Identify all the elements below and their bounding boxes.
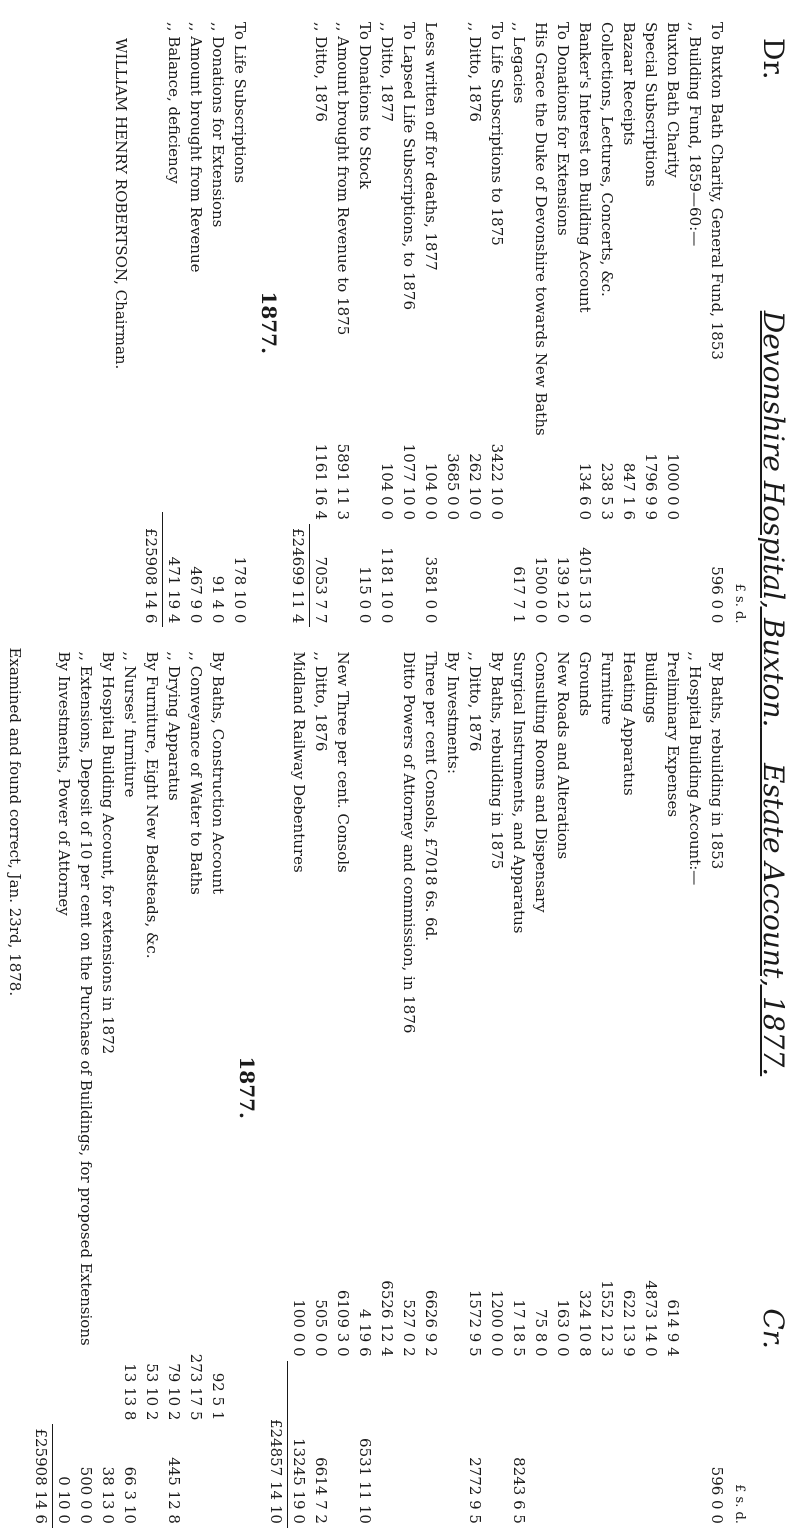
- row-total-amount: 445 12 8: [165, 1457, 183, 1524]
- row-description: Buxton Bath Charity: [664, 22, 682, 178]
- ledger-row: [163, 647, 185, 1527]
- row-total-amount: 139 12 0: [554, 556, 572, 624]
- row-inner-amount: 1161 16 4: [312, 443, 330, 521]
- row-description: To Life Subscriptions: [231, 22, 249, 184]
- row-total-amount: [420, 1361, 442, 1528]
- ledger-row: [207, 18, 229, 627]
- ledger-row: [552, 18, 574, 627]
- ledger-row: [596, 18, 618, 627]
- row-total-amount: [376, 1361, 398, 1528]
- row-total-amount: 1500 0 0: [532, 556, 550, 624]
- row-description: Ditto Powers of Attorney and commission, in 1876: [400, 651, 418, 1034]
- row-inner-amount: 104 0 0: [422, 462, 440, 521]
- ledger-row: [75, 647, 97, 1527]
- row-total-amount: [618, 1361, 640, 1528]
- ledger-row: [310, 18, 333, 627]
- row-inner-amount: 3422 10 0: [488, 443, 506, 521]
- row-inner-amount: 92 5 1: [209, 1372, 227, 1421]
- debit-table: [287, 18, 750, 627]
- row-inner-amount: 13 13 8: [121, 1363, 139, 1421]
- ledger-row: [640, 647, 662, 1527]
- row-description: Heating Apparatus: [620, 651, 638, 796]
- row-inner-amount: 6626 9 2: [422, 1289, 440, 1357]
- row-description: [376, 647, 398, 1193]
- row-total-amount: 115 0 0: [356, 566, 374, 624]
- row-description: His Grace the Duke of Devonshire towards New Baths: [532, 22, 550, 436]
- row-total-amount: 596 0 0: [708, 566, 726, 624]
- row-inner-amount: 6526 12 4: [378, 1280, 396, 1357]
- ledger-row: [662, 647, 684, 1527]
- debit-total: £24699 11 4: [287, 524, 310, 627]
- row-total-amount: [596, 1361, 618, 1528]
- row-total-amount: [662, 524, 684, 627]
- cr-label: Cr.: [757, 1308, 790, 1349]
- row-total-amount: 3581 0 0: [422, 556, 440, 624]
- ledger-row: [552, 647, 574, 1527]
- row-inner-amount: 614 9 4: [664, 1299, 682, 1357]
- row-inner-amount: 4 19 6: [356, 1308, 374, 1357]
- row-description: To Donations for Extensions: [554, 22, 572, 236]
- ledger-row: [706, 647, 728, 1527]
- ledger-row: [53, 647, 76, 1527]
- row-total-amount: 0 10 0: [55, 1476, 73, 1524]
- row-inner-amount: 527 0 2: [400, 1299, 418, 1357]
- row-description: ,, Conveyance of Water to Baths: [187, 651, 205, 895]
- row-description: ,, Amount brought from Revenue to 1875: [334, 22, 352, 336]
- ledger-row: [574, 18, 596, 627]
- row-inner-amount: 6109 3 0: [334, 1289, 352, 1357]
- row-description: Buildings: [642, 651, 660, 724]
- ledger-row: [464, 18, 486, 627]
- row-description: Collections, Lectures, Concerts, &c.: [598, 22, 616, 297]
- row-total-amount: 467 9 0: [187, 566, 205, 624]
- row-description: By Baths, Construction Account: [209, 651, 227, 895]
- row-inner-amount: 622 13 9: [620, 1289, 638, 1357]
- row-total-amount: 4015 13 0: [576, 547, 594, 624]
- row-description: Consulting Rooms and Dispensary: [532, 651, 550, 913]
- row-total-amount: [574, 1361, 596, 1528]
- row-inner-amount: [53, 1350, 76, 1425]
- row-inner-amount: 75 8 0: [532, 1308, 550, 1357]
- ledger-row: [97, 647, 119, 1527]
- credit-table: [265, 647, 750, 1527]
- row-description: ,, Ditto, 1876: [312, 22, 330, 122]
- row-description: ,, Building Fund, 1859—60:—: [686, 22, 704, 247]
- row-description: ,, Ditto, 1876: [466, 22, 484, 122]
- ledger-row: [288, 647, 311, 1527]
- row-inner-amount: 1572 9 5: [466, 1289, 484, 1357]
- row-total-amount: [640, 524, 662, 627]
- credit-total: £24857 14 10: [265, 1361, 288, 1528]
- credit-grand-total: £25908 14 6: [30, 1424, 53, 1527]
- ledger-row: [398, 647, 420, 1527]
- ledger-row: [464, 647, 486, 1527]
- row-inner-amount: 100 0 0: [290, 1299, 308, 1357]
- row-description: To Life Subscriptions to 1875: [488, 22, 506, 246]
- row-description: New Three per cent. Consols: [334, 651, 352, 873]
- row-total-amount: 178 10 0: [231, 556, 249, 624]
- credit-year-heading: 1877.: [235, 1056, 259, 1119]
- ledger-row: [141, 647, 163, 1527]
- ledger-row: [486, 18, 508, 627]
- row-description: Grounds: [576, 651, 594, 717]
- row-total-amount: 91 4 0: [209, 575, 227, 624]
- row-inner-amount: 163 0 0: [554, 1299, 572, 1357]
- row-description: ,, Donations for Extensions: [209, 22, 227, 228]
- row-description: ,, Ditto, 1876: [312, 651, 330, 752]
- ledger-row: [420, 18, 442, 627]
- row-inner-amount: 273 17 5: [187, 1353, 205, 1421]
- ledger-row: [376, 647, 398, 1527]
- ledger-row: [684, 647, 706, 1527]
- row-inner-amount: 53 10 2: [143, 1363, 161, 1421]
- row-description: [442, 18, 464, 440]
- row-description: ,, Ditto, 1877: [378, 22, 396, 122]
- ledger-row: [163, 18, 186, 627]
- row-total-amount: 2772 9 5: [466, 1457, 484, 1524]
- page-title: [757, 18, 790, 1369]
- row-inner-amount: [75, 1350, 97, 1425]
- row-total-amount: [332, 524, 354, 627]
- title-account: Estate Account, 1877.: [757, 763, 790, 1077]
- ledger-row: [376, 18, 398, 627]
- ledger-row: [420, 647, 442, 1527]
- row-description: ,, Hospital Building Account:—: [686, 651, 704, 886]
- row-description: By Hospital Building Account, for extensions in 1872: [99, 651, 117, 1055]
- debit-year-heading: 1877.: [257, 291, 281, 355]
- credit-1877-table: [30, 647, 229, 1527]
- row-total-amount: 596 0 0: [708, 1466, 726, 1524]
- row-description: ,, Nurses' furniture: [121, 651, 139, 798]
- row-inner-amount: [706, 440, 728, 524]
- row-total-amount: [662, 1361, 684, 1528]
- row-total-amount: [141, 1424, 163, 1527]
- ledger-row: [640, 18, 662, 627]
- ledger-columns: [0, 18, 750, 1524]
- row-total-amount: 13245 19 0: [290, 1438, 308, 1524]
- row-inner-amount: [706, 1193, 728, 1360]
- ledger-row: [618, 647, 640, 1527]
- ledger-row: [207, 647, 229, 1527]
- row-description: Special Subscriptions: [642, 22, 660, 187]
- row-description: Three per cent Consols, £7018 6s. 6d.: [422, 651, 440, 942]
- row-inner-amount: 847 1 6: [620, 462, 638, 521]
- row-description: By Furniture, Eight New Bedsteads, &c.: [143, 651, 161, 959]
- row-total-amount: [442, 1361, 464, 1528]
- ledger-row: [530, 647, 552, 1527]
- row-description: ,, Ditto, 1876: [466, 651, 484, 752]
- row-description: ,, Balance, deficiency: [165, 22, 183, 184]
- examined-note: Examined and found correct, Jan. 23rd, 1878.: [6, 647, 24, 997]
- chairman-signature: WILLIAM HENRY ROBERTSON, Chairman.: [112, 38, 130, 370]
- row-description: By Investments:: [444, 651, 462, 774]
- ledger-row: [354, 18, 376, 627]
- row-total-amount: [464, 524, 486, 627]
- debit-currency-header: £ s. d.: [732, 583, 747, 624]
- row-total-amount: 471 19 4: [165, 556, 183, 624]
- ledger-row: [530, 18, 552, 627]
- row-inner-amount: 79 10 2: [165, 1363, 183, 1421]
- title-row: [750, 18, 794, 1369]
- credit-column: [0, 647, 750, 1527]
- row-description: [354, 647, 376, 1193]
- ledger-row: [332, 18, 354, 627]
- row-description: Surgical Instruments, and Apparatus: [510, 651, 528, 934]
- row-inner-amount: 134 6 0: [576, 462, 594, 521]
- row-inner-amount: [207, 396, 229, 512]
- row-total-amount: [486, 1361, 508, 1528]
- ledger-row: [185, 18, 207, 627]
- row-total-amount: 38 13 0: [99, 1466, 117, 1524]
- ledger-row: [662, 18, 684, 627]
- row-total-amount: 500 0 0: [77, 1466, 95, 1524]
- row-total-amount: [530, 1361, 552, 1528]
- ledger-row: [119, 647, 141, 1527]
- row-inner-amount: [442, 1193, 464, 1360]
- row-total-amount: [596, 524, 618, 627]
- row-inner-amount: 4873 14 0: [642, 1280, 660, 1357]
- row-inner-amount: 1000 0 0: [664, 453, 682, 521]
- row-total-amount: [398, 524, 420, 627]
- ledger-row: [185, 647, 207, 1527]
- row-total-amount: [486, 524, 508, 627]
- ledger-row: [229, 18, 251, 627]
- row-inner-amount: 1077 10 0: [400, 443, 418, 521]
- row-description: To Donations to Stock: [356, 22, 374, 189]
- row-description: Furniture: [598, 651, 616, 725]
- debit-column: [0, 18, 750, 627]
- ledger-row: [684, 18, 706, 627]
- row-total-amount: [684, 1361, 706, 1528]
- row-description: Bazaar Receipts: [620, 22, 638, 146]
- row-inner-amount: [229, 396, 251, 512]
- row-description: Banker's Interest on Building Account: [576, 22, 594, 313]
- row-description: New Roads and Alterations: [554, 651, 572, 860]
- ledger-row: [354, 647, 376, 1527]
- ledger-row: [332, 647, 354, 1527]
- row-total-amount: [332, 1361, 354, 1528]
- dr-label: Dr.: [757, 38, 790, 80]
- debit-grand-total: £25908 14 6: [140, 512, 163, 628]
- ledger-row: [442, 647, 464, 1527]
- row-description: Less written off for deaths, 1877: [422, 22, 440, 271]
- row-total-amount: [398, 1361, 420, 1528]
- row-total-amount: 617 7 1: [510, 566, 528, 624]
- row-inner-amount: [354, 440, 376, 524]
- row-inner-amount: [97, 1350, 119, 1425]
- row-total-amount: [552, 1361, 574, 1528]
- row-description: ,, Legacies: [510, 22, 528, 104]
- ledger-row: [398, 18, 420, 627]
- ledger-row: [706, 18, 728, 627]
- row-total-amount: [185, 1424, 207, 1527]
- row-total-amount: 6614 7 2: [312, 1457, 330, 1524]
- row-inner-amount: [552, 440, 574, 524]
- row-total-amount: [207, 1424, 229, 1527]
- row-description: To Lapsed Life Subscriptions, to 1876: [400, 22, 418, 311]
- row-total-amount: [442, 524, 464, 627]
- row-description: By Investments, Power of Attorney: [55, 651, 73, 916]
- ledger-row: [442, 18, 464, 627]
- row-total-amount: 66 3 10: [121, 1466, 139, 1524]
- ledger-row: [508, 647, 530, 1527]
- row-description: ,, Amount brought from Revenue: [187, 22, 205, 273]
- ledger-row: [508, 18, 530, 627]
- ledger-row: [618, 18, 640, 627]
- row-total-amount: [618, 524, 640, 627]
- row-inner-amount: 3685 0 0: [444, 453, 462, 521]
- ledger-row: [486, 647, 508, 1527]
- row-inner-amount: 505 0 0: [312, 1299, 330, 1357]
- ledger-row: [574, 647, 596, 1527]
- row-inner-amount: [684, 1193, 706, 1360]
- row-description: By Baths, rebuilding in 1875: [488, 651, 506, 870]
- row-description: ,, Drying Apparatus: [165, 651, 183, 801]
- row-inner-amount: 1552 12 3: [598, 1280, 616, 1357]
- row-inner-amount: [530, 440, 552, 524]
- row-description: Preliminary Expenses: [664, 651, 682, 818]
- row-inner-amount: [163, 396, 186, 512]
- row-inner-amount: 1796 9 9: [642, 453, 660, 521]
- row-inner-amount: 1200 0 0: [488, 1289, 506, 1357]
- row-description: To Buxton Bath Charity, General Fund, 1853: [708, 22, 726, 360]
- row-inner-amount: [508, 440, 530, 524]
- row-total-amount: [684, 524, 706, 627]
- row-inner-amount: [684, 440, 706, 524]
- row-inner-amount: 104 0 0: [378, 462, 396, 521]
- row-inner-amount: 262 10 0: [466, 453, 484, 521]
- row-description: ,, Extensions, Deposit of 10 per cent on the Purchase of Buildings, for proposed Extensions: [77, 651, 95, 1346]
- row-total-amount: 8243 6 5: [510, 1457, 528, 1524]
- row-description: By Baths, rebuilding in 1853: [708, 651, 726, 870]
- row-inner-amount: [185, 396, 207, 512]
- row-inner-amount: 324 10 8: [576, 1289, 594, 1357]
- row-inner-amount: 17 18 5: [510, 1299, 528, 1357]
- row-total-amount: [640, 1361, 662, 1528]
- row-total-amount: 7053 7 7: [312, 556, 330, 624]
- debit-1877-table: [140, 18, 251, 627]
- row-inner-amount: 238 5 3: [598, 462, 616, 521]
- row-inner-amount: 5891 11 3: [334, 443, 352, 521]
- ledger-row: [596, 647, 618, 1527]
- row-total-amount: 6531 11 10: [356, 1438, 374, 1524]
- row-total-amount: 1181 10 0: [378, 547, 396, 624]
- title-hospital: Devonshire Hospital, Buxton.: [757, 310, 790, 728]
- ledger-row: [310, 647, 332, 1527]
- credit-currency-header: £ s. d.: [732, 1484, 747, 1524]
- row-description: Midland Railway Debentures: [290, 651, 308, 873]
